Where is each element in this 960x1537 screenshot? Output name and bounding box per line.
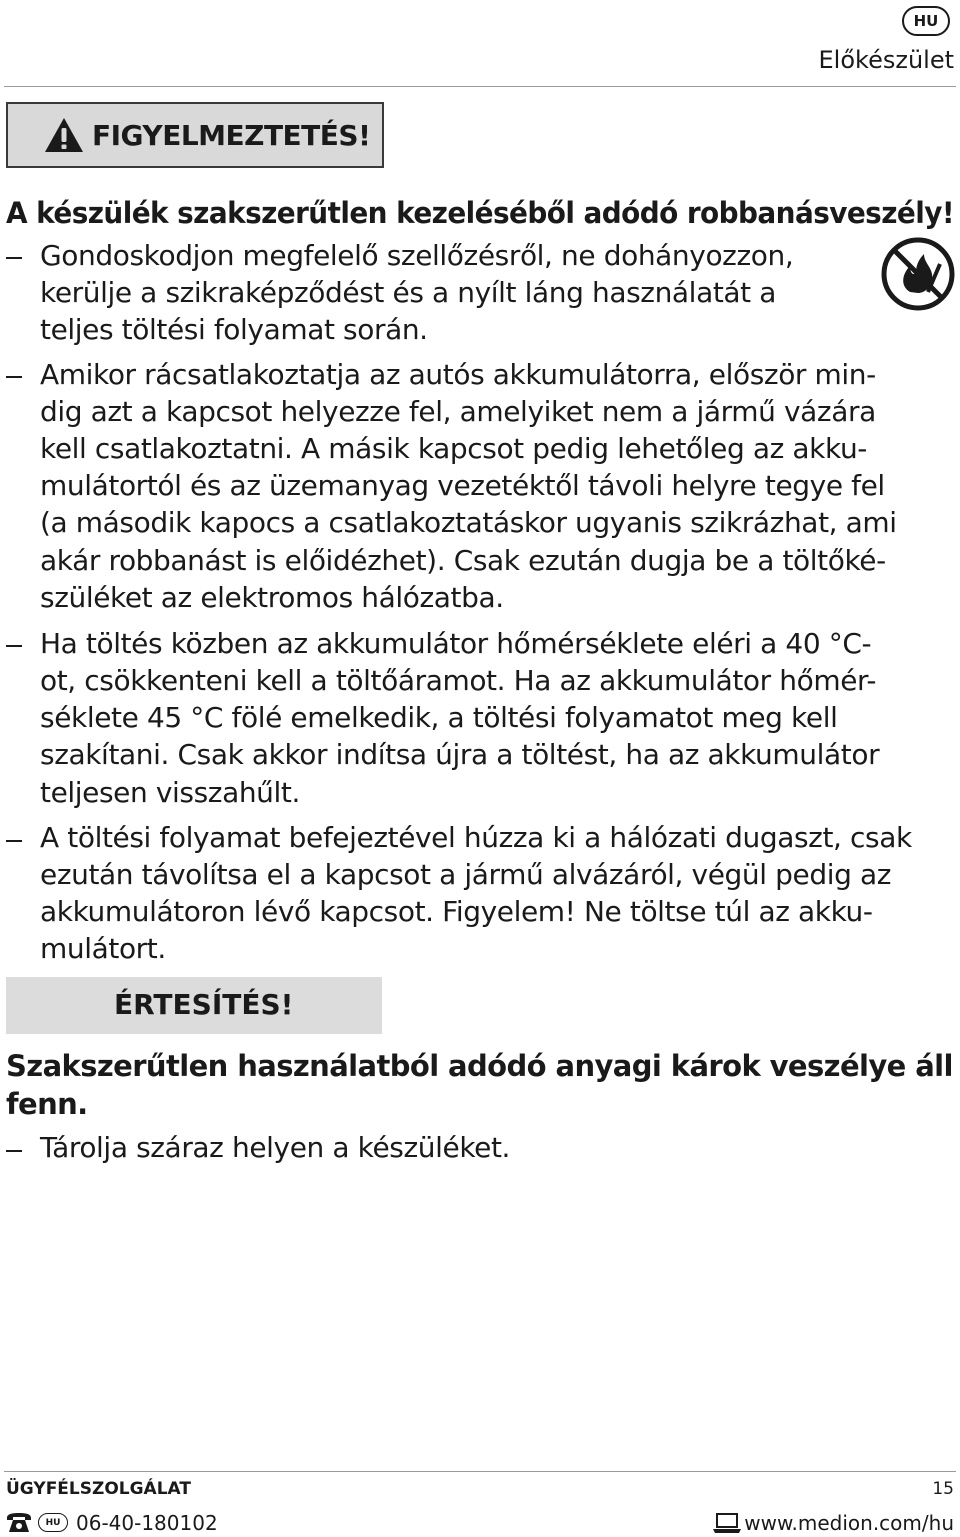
phone-number: 06-40-180102: [76, 1511, 218, 1535]
list-item-line: mulátortól és az üzemanyag vezetéktől távoli helyre tegye fel: [40, 469, 885, 502]
list-item-line: Tárolja száraz helyen a készüléket.: [40, 1131, 511, 1164]
footer-language-badge: HU: [38, 1513, 68, 1532]
list-item-line: Ha töltés közben az akkumulátor hőmérséklete eléri a 40 °C-: [40, 627, 872, 660]
notice-heading: fenn.: [6, 1087, 88, 1121]
footer-divider: [4, 1471, 956, 1472]
warning-heading: A készülék szakszerűtlen kezeléséből adódó robbanásveszély!: [6, 196, 954, 230]
list-item-line: kell csatlakoztatni. A másik kapcsot pedig lehetőleg az akku-: [40, 432, 867, 465]
warning-triangle-icon: [44, 117, 84, 153]
list-item-line: séklete 45 °C fölé emelkedik, a töltési folyamatot meg kell: [40, 701, 838, 734]
list-item-line: Gondoskodjon megfelelő szellőzésről, ne dohányozzon,: [40, 239, 794, 272]
list-item-line: akkumulátoron lévő kapcsot. Figyelem! Ne töltse túl az akku-: [40, 895, 873, 928]
list-item-line: Amikor rácsatlakoztatja az autós akkumulátorra, először min-: [40, 358, 876, 391]
list-item-line: mulátort.: [40, 932, 166, 965]
list-item-line: dig azt a kapcsot helyezze fel, amelyiket nem a jármű vázára: [40, 395, 876, 428]
page-number: 15: [932, 1479, 954, 1499]
notice-heading: Szakszerűtlen használatból adódó anyagi károk veszélye áll: [6, 1049, 953, 1083]
section-title: Előkészület: [818, 46, 954, 74]
bullet-dash: [6, 1150, 22, 1152]
list-item-line: kerülje a szikraképződést és a nyílt láng használatát a: [40, 276, 776, 309]
bullet-dash: [6, 840, 22, 842]
list-item-line: szakítani. Csak akkor indítsa újra a töltést, ha az akkumulátor: [40, 738, 880, 771]
list-item-line: A töltési folyamat befejeztével húzza ki a hálózati dugaszt, csak: [40, 821, 912, 854]
telephone-icon: [6, 1512, 32, 1534]
list-item-line: ezután távolítsa el a kapcsot a jármű alvázáról, végül pedig az: [40, 858, 892, 891]
bullet-dash: [6, 645, 22, 647]
list-item-line: (a második kapocs a csatlakoztatáskor ugyanis szikrázhat, ami: [40, 506, 897, 539]
no-open-flame-icon: [880, 236, 956, 312]
header-divider: [4, 86, 956, 87]
customer-service-label: ÜGYFÉLSZOLGÁLAT: [6, 1479, 191, 1499]
list-item-line: szüléket az elektromos hálózatba.: [40, 581, 504, 614]
list-item-line: akár robbanást is előidézhet). Csak ezután dugja be a töltőké-: [40, 544, 886, 577]
language-badge: HU: [902, 6, 950, 36]
website-link[interactable]: www.medion.com/hu: [744, 1511, 954, 1535]
list-item-line: teljesen visszahűlt.: [40, 776, 300, 809]
list-item-line: ot, csökkenteni kell a töltőáramot. Ha az akkumulátor hőmér-: [40, 664, 877, 697]
bullet-dash: [6, 257, 22, 259]
notice-label: ÉRTESÍTÉS!: [114, 988, 294, 1021]
warning-label: FIGYELMEZTETÉS!: [92, 119, 371, 152]
bullet-dash: [6, 376, 22, 378]
laptop-icon: [712, 1512, 742, 1534]
list-item-line: teljes töltési folyamat során.: [40, 313, 428, 346]
